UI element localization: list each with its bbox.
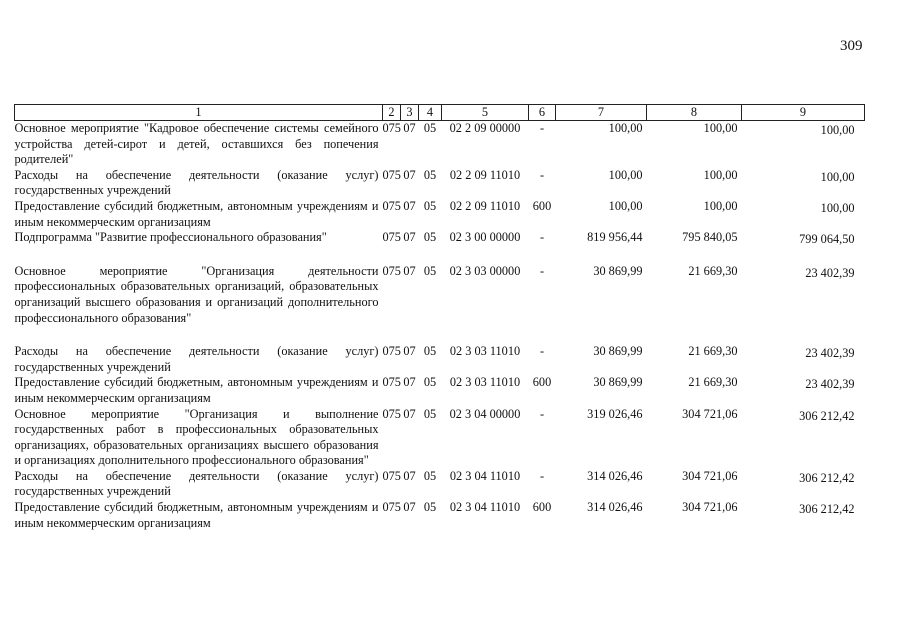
cell-section-code: 07 — [403, 500, 416, 515]
cell-section-code: 07 — [403, 198, 416, 213]
table-row — [15, 375, 865, 406]
column-header-5: 5 — [442, 105, 529, 121]
table-row — [15, 168, 865, 199]
cell-amount-9: 100,00 — [820, 200, 855, 215]
cell-section-code: 07 — [403, 468, 416, 483]
row-name: Расходы на обеспечение деятельности (оказание услуг) государственных учреждений — [14, 167, 379, 198]
cell-section-code: 07 — [403, 406, 416, 421]
row-name: Основное мероприятие "Организация деятельности профессиональных образовательных организаций, образовательных организаций высшего образования и организаций дополнительного профессионального образования" — [14, 263, 379, 325]
cell-section-code: 07 — [403, 167, 416, 182]
cell-expense-type: - — [539, 230, 545, 245]
cell-ministry-code: 075 — [382, 344, 401, 359]
cell-target-code: 02 3 03 00000 — [449, 263, 521, 278]
column-header-7: 7 — [556, 105, 647, 121]
cell-section-code: 07 — [403, 263, 416, 278]
cell-amount-9: 23 402,39 — [805, 265, 855, 280]
cell-ministry-code: 075 — [382, 375, 401, 390]
cell-amount-8: 100,00 — [703, 198, 738, 213]
column-header-1: 1 — [15, 105, 383, 121]
cell-subsection-code: 05 — [423, 167, 437, 182]
cell-subsection-code: 05 — [423, 344, 437, 359]
cell-expense-type: - — [539, 468, 545, 483]
table-row — [15, 230, 865, 264]
cell-target-code: 02 2 09 00000 — [449, 121, 521, 135]
cell-subsection-code: 05 — [423, 468, 437, 483]
cell-amount-8: 21 669,30 — [688, 263, 738, 278]
cell-target-code: 02 2 09 11010 — [449, 167, 521, 182]
cell-amount-8: 304 721,06 — [682, 500, 738, 515]
table-row — [15, 199, 865, 230]
column-header-8: 8 — [647, 105, 742, 121]
column-header-6: 6 — [529, 105, 556, 121]
cell-ministry-code: 075 — [382, 121, 401, 135]
cell-amount-7: 819 956,44 — [587, 230, 643, 245]
table-row — [15, 407, 865, 469]
cell-target-code: 02 2 09 11010 — [449, 198, 521, 213]
cell-expense-type: 600 — [532, 500, 552, 515]
cell-section-code: 07 — [403, 230, 416, 245]
row-name: Подпрограмма "Развитие профессионального образования" — [14, 230, 327, 245]
cell-amount-8: 100,00 — [703, 167, 738, 182]
row-name: Предоставление субсидий бюджетным, автономным учреждениям и иным некоммерческим организациям — [14, 198, 379, 229]
cell-subsection-code: 05 — [423, 375, 437, 390]
table-row — [15, 500, 865, 531]
cell-subsection-code: 05 — [423, 500, 437, 515]
cell-ministry-code: 075 — [382, 468, 401, 483]
cell-section-code: 07 — [403, 375, 416, 390]
cell-amount-9: 306 212,42 — [799, 470, 855, 485]
column-header-3: 3 — [401, 105, 419, 121]
cell-amount-7: 314 026,46 — [587, 500, 643, 515]
cell-amount-8: 304 721,06 — [682, 406, 738, 421]
cell-amount-7: 319 026,46 — [587, 406, 643, 421]
cell-subsection-code: 05 — [423, 121, 437, 135]
table-row — [15, 344, 865, 375]
cell-ministry-code: 075 — [382, 263, 401, 278]
cell-target-code: 02 3 03 11010 — [449, 344, 521, 359]
cell-amount-8: 21 669,30 — [688, 375, 738, 390]
page-number: 309 — [840, 38, 863, 54]
table-row — [15, 264, 865, 344]
cell-target-code: 02 3 04 11010 — [449, 500, 521, 515]
cell-expense-type: - — [539, 344, 545, 359]
cell-subsection-code: 05 — [423, 230, 437, 245]
cell-target-code: 02 3 04 11010 — [449, 468, 521, 483]
cell-amount-7: 30 869,99 — [593, 375, 643, 390]
cell-ministry-code: 075 — [382, 198, 401, 213]
cell-expense-type: - — [539, 406, 545, 421]
row-name: Расходы на обеспечение деятельности (оказание услуг) государственных учреждений — [14, 468, 379, 499]
cell-expense-type: - — [539, 121, 545, 135]
cell-amount-7: 100,00 — [608, 121, 643, 135]
cell-amount-9: 23 402,39 — [805, 346, 855, 361]
row-name: Основное мероприятие "Организация и выполнение государственных работ в профессиональных образовательных организациях, образовательных организациях высшего образования и организациях дополнительного профессионального образования" — [14, 406, 379, 468]
cell-ministry-code: 075 — [382, 167, 401, 182]
cell-amount-9: 23 402,39 — [805, 377, 855, 392]
column-header-9: 9 — [742, 105, 865, 121]
cell-amount-8: 304 721,06 — [682, 468, 738, 483]
cell-amount-9: 306 212,42 — [799, 408, 855, 423]
row-name: Предоставление субсидий бюджетным, автономным учреждениям и иным некоммерческим организациям — [14, 375, 379, 405]
cell-ministry-code: 075 — [382, 406, 401, 421]
cell-ministry-code: 075 — [382, 230, 401, 245]
cell-section-code: 07 — [403, 344, 416, 359]
cell-amount-7: 314 026,46 — [587, 468, 643, 483]
column-header-2: 2 — [383, 105, 401, 121]
row-name: Предоставление субсидий бюджетным, автономным учреждениям и иным некоммерческим организациям — [14, 500, 379, 530]
cell-ministry-code: 075 — [382, 500, 401, 515]
table-row — [15, 121, 865, 168]
cell-target-code: 02 3 04 00000 — [449, 406, 521, 421]
cell-expense-type: - — [539, 263, 545, 278]
cell-amount-9: 306 212,42 — [799, 502, 855, 517]
cell-section-code: 07 — [403, 121, 416, 135]
cell-amount-9: 100,00 — [820, 123, 855, 137]
cell-amount-8: 795 840,05 — [682, 230, 738, 245]
cell-amount-7: 100,00 — [608, 198, 643, 213]
cell-amount-7: 30 869,99 — [593, 344, 643, 359]
header-row — [15, 105, 865, 121]
cell-amount-8: 100,00 — [703, 121, 738, 135]
cell-expense-type: 600 — [532, 198, 552, 213]
cell-target-code: 02 3 00 00000 — [449, 230, 521, 245]
row-name: Расходы на обеспечение деятельности (оказание услуг) государственных учреждений — [14, 344, 379, 374]
cell-subsection-code: 05 — [423, 263, 437, 278]
cell-amount-7: 100,00 — [608, 167, 643, 182]
cell-expense-type: - — [539, 167, 545, 182]
row-name: Основное мероприятие "Кадровое обеспечение системы семейного устройства детей-сирот и детей, оставшихся без попечения родителей" — [14, 121, 379, 167]
cell-target-code: 02 3 03 11010 — [449, 375, 521, 390]
cell-amount-7: 30 869,99 — [593, 263, 643, 278]
cell-subsection-code: 05 — [423, 198, 437, 213]
table-row — [15, 469, 865, 500]
column-header-4: 4 — [419, 105, 442, 121]
cell-amount-9: 799 064,50 — [799, 232, 855, 247]
budget-table — [14, 104, 865, 531]
cell-subsection-code: 05 — [423, 406, 437, 421]
cell-expense-type: 600 — [532, 375, 552, 390]
cell-amount-8: 21 669,30 — [688, 344, 738, 359]
cell-amount-9: 100,00 — [820, 169, 855, 184]
